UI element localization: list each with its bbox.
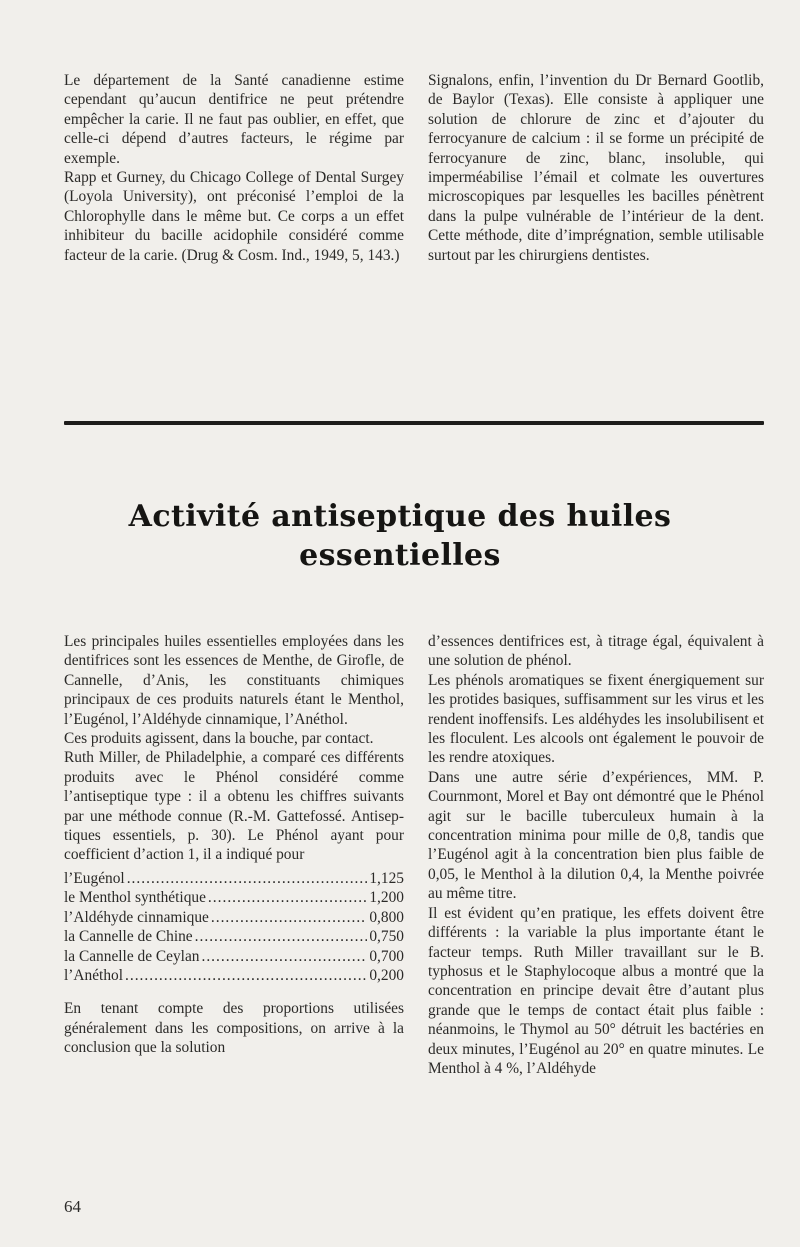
coefficient-value: 1,125 xyxy=(369,869,404,887)
paragraph: Les principales huiles essentielles employées dans les dentifrices sont les essences de Menthe, de Girofle, de Cannelle, d’Anis, les constituants chimiques principaux de ces produits naturels étant le Menthol, l’Eugénol, l’Aldéhyde cinnamique, l’Anéthol. xyxy=(64,633,404,728)
paragraph: Dans une autre série d’expériences, MM. P. Cournmont, Morel et Bay ont démontré que le Phénol agit sur le bacille tuberculeux humain à la concentration minima pour mille de 0,8, tandis que l’Eugénol agit à la concentration bien plus faible de 0,05, le Menthol à la dilution 0,4, la Menthe poivrée au même titre. xyxy=(428,768,764,903)
leader-dots xyxy=(127,869,368,888)
top-right-column xyxy=(428,71,764,265)
article-left-column xyxy=(64,632,404,1058)
paragraph: Rapp et Gurney, du Chicago College of Dental Surgey (Loyola University), ont préconisé l’emploi de la Chlorophylle dans le même but. Ce corps a un effet inhibiteur du bacille acidophile considéré comme facteur de la carie. (Drug & Cosm. Ind., 1949, 5, 143.) xyxy=(64,169,404,264)
coefficient-value: 1,200 xyxy=(369,889,404,907)
leader-dots xyxy=(195,927,368,946)
coefficient-row xyxy=(64,869,404,888)
coefficient-value: 0,700 xyxy=(369,947,404,965)
paragraph: d’essences dentifrices est, à titrage égal, équivalent à une solution de phénol. xyxy=(428,633,764,670)
top-left-column xyxy=(64,71,404,265)
leader-dots xyxy=(208,888,367,907)
article-title: Activité antiseptique des huiles essentielles xyxy=(128,499,672,573)
paragraph: Signalons, enfin, l’invention du Dr Bernard Gootlib, de Baylor (Texas). Elle consiste à appliquer une solution de chlorure de zinc et d’ajouter du ferrocyanure de calcium : il se forme un précipité de ferrocyanure de zinc, blanc, insoluble, qui imperméabilise l’émail et colmate les ouvertures microscopiques par lesquelles les bacilles pénètrent dans la pulpe vulnérable de l’intérieur de la dent. Cette méthode, dite d’imprégnation, semble utilisable surtout par les chirurgiens dentistes. xyxy=(428,72,764,264)
coefficient-row xyxy=(64,908,404,927)
substance-name: la Cannelle de Ceylan xyxy=(64,947,200,965)
article-right-column xyxy=(428,632,764,1078)
leader-dots xyxy=(201,947,367,966)
paragraph: Il est évident qu’en pratique, les effets doivent être différents : la variable la plus importante étant le facteur temps. Ruth Miller travaillant sur le B. typhosus et le Staphylocoque albus a montré que la concentration en principe devait être d’autant plus grande que le temps de contact était plus faible : néanmoins, le Thymol au 50° détruit les bactéries en deux minutes, l’Eugénol au 20° en quatre minutes. Le Menthol à 4 %, l’Aldéhyde xyxy=(428,904,764,1077)
coefficient-value: 0,750 xyxy=(369,928,404,946)
substance-name: la Cannelle de Chine xyxy=(64,928,193,946)
coefficient-value: 0,200 xyxy=(369,966,404,984)
substance-name: l’Eugénol xyxy=(64,869,125,887)
coefficient-row xyxy=(64,947,404,966)
section-divider xyxy=(64,421,764,425)
leader-dots xyxy=(211,908,367,927)
paragraph: Ruth Miller, de Philadelphie, a comparé ces différents produits avec le Phénol considéré comme l’antiseptique type : il a obtenu les chiffres suivants par une méthode connue (R.-M. Gattefossé. Antiseptiques essentiels, p. 30). Le Phénol ayant pour coefficient d’action 1, il a indiqué pour xyxy=(64,749,404,864)
paragraph: Le département de la Santé canadienne estime cependant qu’aucun dentifrice ne peut prétendre empêcher la carie. Il ne faut pas oublier, en effet, que celle-ci dépend d’autres facteurs, le régime par exemple. xyxy=(64,72,404,167)
coefficient-row xyxy=(64,927,404,946)
leader-dots xyxy=(125,966,367,985)
page-number: 64 xyxy=(64,1197,81,1216)
coefficient-row xyxy=(64,888,404,907)
paragraph: Les phénols aromatiques se fixent énergiquement sur les protides basiques, suffisamment sur les virus et les rendent inoffensifs. Les aldéhydes les insolubilisent et les floculent. Les alcools ont également le pouvoir de les rendre atoxiques. xyxy=(428,671,764,767)
substance-name: le Menthol synthétique xyxy=(64,889,206,907)
substance-name: l’Anéthol xyxy=(64,966,123,984)
coefficient-value: 0,800 xyxy=(369,908,404,926)
substance-name: l’Aldéhyde cinnamique xyxy=(64,908,209,926)
coefficient-row xyxy=(64,966,404,985)
paragraph: En tenant compte des proportions utilisées généralement dans les compositions, on arrive à la conclusion que la solution xyxy=(64,1000,404,1057)
paragraph: Ces produits agissent, dans la bouche, par contact. xyxy=(64,730,374,748)
coefficient-table xyxy=(64,869,404,985)
